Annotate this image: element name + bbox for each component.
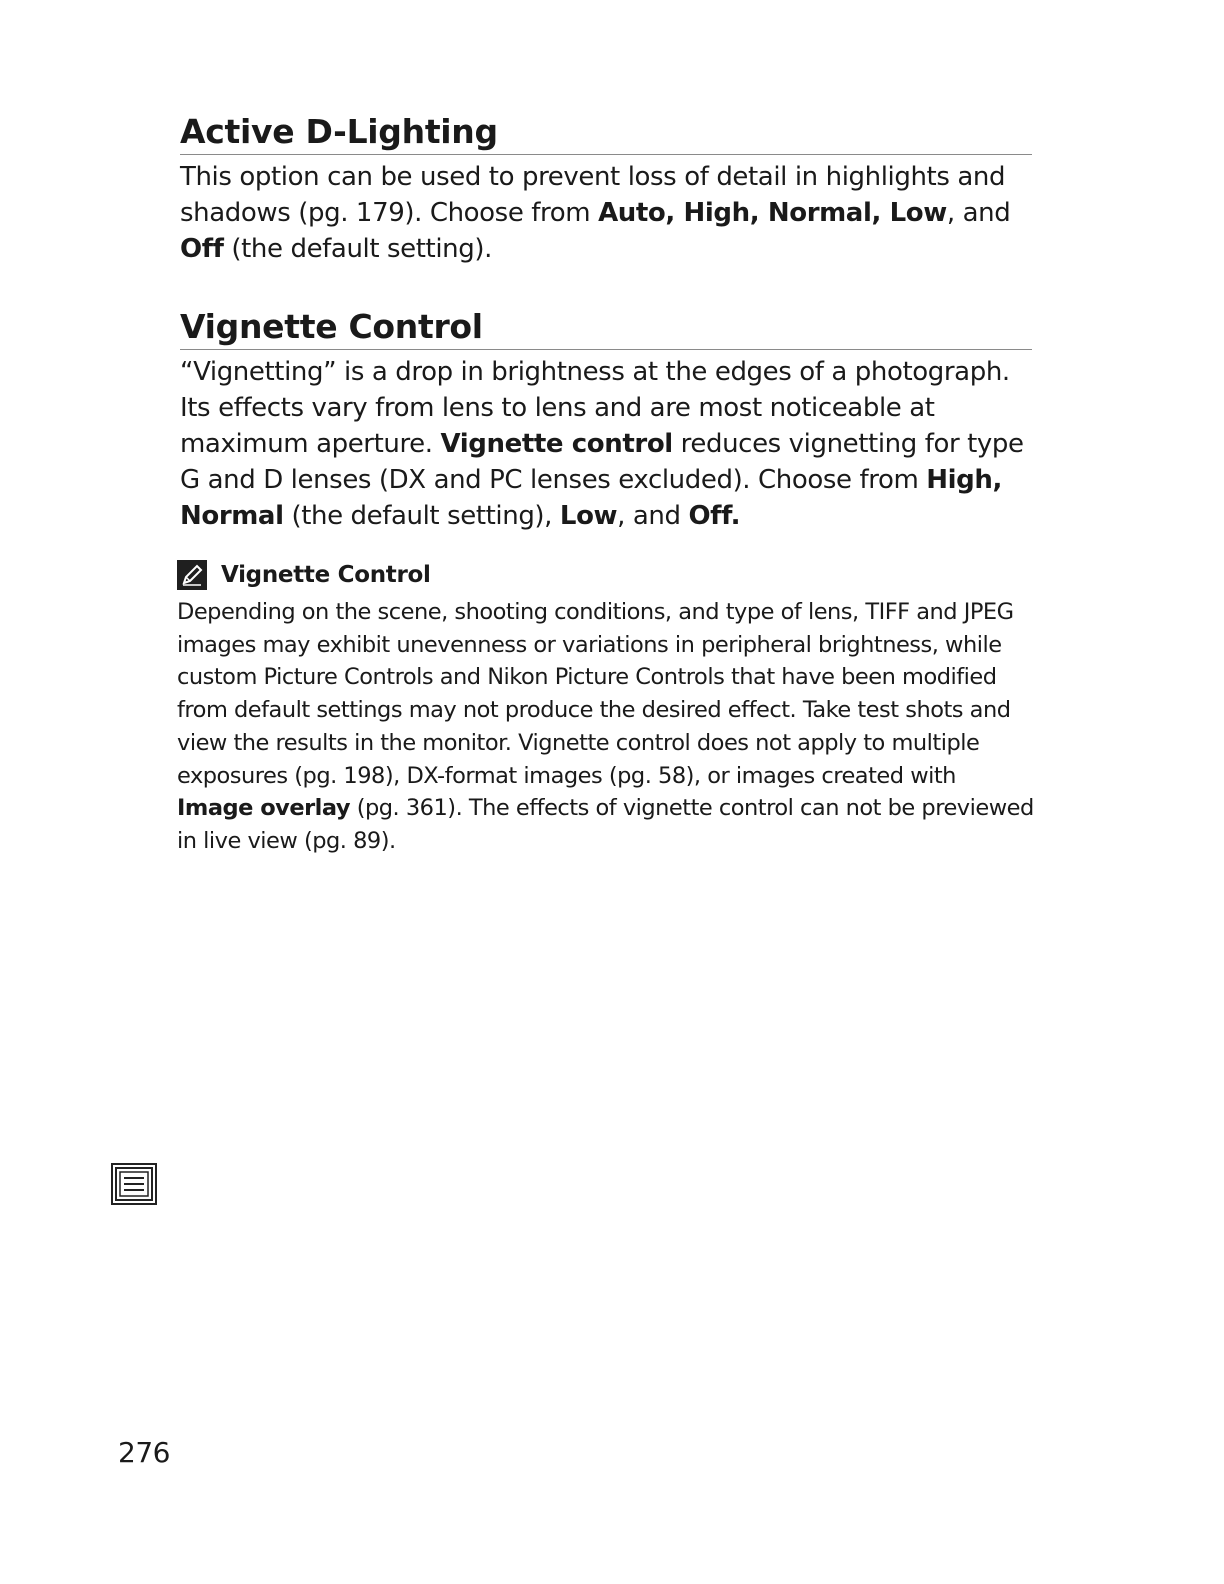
active-d-lighting-heading: Active D-Lighting bbox=[180, 112, 498, 151]
adl-option-low: Low bbox=[889, 198, 947, 228]
adl-text-end: (the default setting). bbox=[223, 234, 492, 264]
page-number: 276 bbox=[118, 1436, 170, 1469]
adl-sep: , bbox=[665, 198, 684, 228]
adl-option-auto: Auto bbox=[598, 198, 666, 228]
vc-option-low: Low bbox=[559, 501, 618, 531]
vc-option-high: High bbox=[926, 465, 993, 495]
vignette-control-note bbox=[177, 558, 1037, 858]
vc-text: (the default setting), bbox=[283, 501, 560, 531]
menu-list-icon bbox=[111, 1163, 157, 1205]
note-term: Image overlay bbox=[177, 795, 351, 822]
vc-option-normal: Normal bbox=[180, 501, 284, 531]
vc-term: Vignette control bbox=[440, 429, 673, 459]
note-header bbox=[177, 558, 1037, 592]
vc-sep: , bbox=[992, 465, 1002, 495]
note-paragraph bbox=[177, 596, 1037, 858]
vignette-control-section bbox=[180, 307, 1032, 534]
heading-rule bbox=[180, 349, 1032, 350]
adl-sep: , and bbox=[946, 198, 1011, 228]
vc-option-off: Off bbox=[688, 501, 731, 531]
note-title: Vignette Control bbox=[221, 562, 431, 588]
active-d-lighting-paragraph bbox=[180, 159, 1032, 267]
adl-option-high: High bbox=[683, 198, 750, 228]
vignette-control-paragraph bbox=[180, 354, 1032, 534]
vc-text: reduces vignetting for type G and D lenses (DX and PC lenses excluded). Choose from bbox=[180, 429, 1024, 495]
pencil-note-icon bbox=[177, 560, 207, 590]
vc-sep: , and bbox=[617, 501, 689, 531]
adl-sep: , bbox=[871, 198, 890, 228]
active-d-lighting-section bbox=[180, 112, 1032, 267]
note-text: Depending on the scene, shooting conditions, and type of lens, TIFF and JPEG images may exhibit unevenness or variations in peripheral brightness, while custom Picture Controls and Nikon Picture Controls that have been modified from default settings may not produce the desired effect. Take test shots and view the results in the monitor. Vignette control does not apply to multiple exposures (pg. 198), DX-format images (pg. 58), or images created with bbox=[177, 599, 1014, 789]
adl-text: This option can be used to prevent loss of detail in highlights and shadows (pg. 179). Choose from bbox=[180, 162, 1006, 228]
heading-rule bbox=[180, 154, 1032, 155]
vc-text-end: . bbox=[730, 501, 741, 531]
vc-text: “Vignetting” is a drop in brightness at the edges of a photograph. Its effects vary from lens to lens and are most noticeable at maximum aperture. bbox=[180, 357, 1010, 459]
note-text-end: (pg. 361). The effects of vignette control can not be previewed in live view (pg. 89). bbox=[177, 795, 1034, 854]
adl-option-off: Off bbox=[180, 234, 224, 264]
vignette-control-heading: Vignette Control bbox=[180, 307, 483, 346]
adl-sep: , bbox=[749, 198, 768, 228]
adl-option-normal: Normal bbox=[767, 198, 872, 228]
